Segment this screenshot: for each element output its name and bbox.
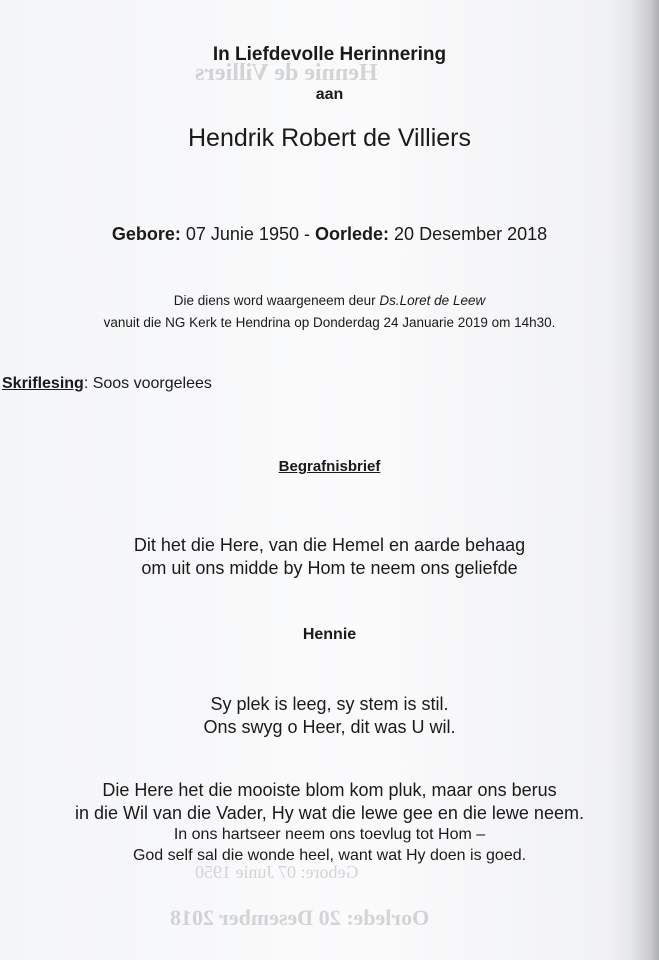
service-line-1	[0, 293, 659, 308]
closing-line-3: In ons hartseer neem ons toevlug tot Hom –	[173, 826, 486, 843]
closing-line-2: in die Wil van die Vader, Hy wat die lewe gee en die lewe neem.	[75, 803, 584, 823]
nickname: Hennie	[302, 626, 357, 643]
verse-line-1: Dit het die Here, van die Hemel en aarde behaag	[133, 535, 526, 555]
scripture-value: : Soos voorgelees	[83, 375, 212, 392]
poem-line-1: Sy plek is leeg, sy stem is stil.	[210, 694, 449, 714]
bleed-through-middle: Gebore: 07 Junie 1950	[195, 862, 359, 882]
memorial-heading: In Liefdevolle Herinnering	[212, 44, 447, 65]
closing-line-4: God self sal die wonde heel, want wat Hy doen is goed.	[132, 847, 527, 864]
died-date: 20 Desember 2018	[394, 224, 548, 244]
dates-line	[0, 224, 659, 245]
born-date: 07 Junie 1950	[185, 224, 299, 244]
service-line-2: vanuit die NG Kerk te Hendrina op Donderdag 24 Januarie 2019 om 14h30.	[103, 315, 556, 330]
born-label: Gebore:	[111, 224, 181, 244]
funeral-letter-title: Begrafnisbrief	[278, 458, 381, 475]
scripture-reading	[2, 375, 212, 393]
closing-line-1: Die Here het die mooiste blom kom pluk, maar ons berus	[102, 780, 557, 800]
scripture-label: Skriflesing	[2, 375, 84, 392]
bleed-through-top: Hennie de Villiers	[195, 60, 378, 86]
died-label: Oorlede:	[315, 224, 390, 244]
verse-line-2: om uit ons midde by Hom te neem ons geliefde	[141, 558, 518, 578]
date-separator: -	[304, 224, 310, 244]
deceased-name: Hendrik Robert de Villiers	[188, 124, 471, 152]
bleed-through-bottom: Oorlede: 20 Desember 2018	[170, 905, 430, 930]
minister-name: Ds.Loret de Leew	[379, 293, 486, 308]
poem-line-2: Ons swyg o Heer, dit was U wil.	[203, 717, 456, 737]
aan-text: aan	[315, 86, 344, 103]
service-prefix: Die diens word waargeneem deur	[173, 293, 376, 308]
